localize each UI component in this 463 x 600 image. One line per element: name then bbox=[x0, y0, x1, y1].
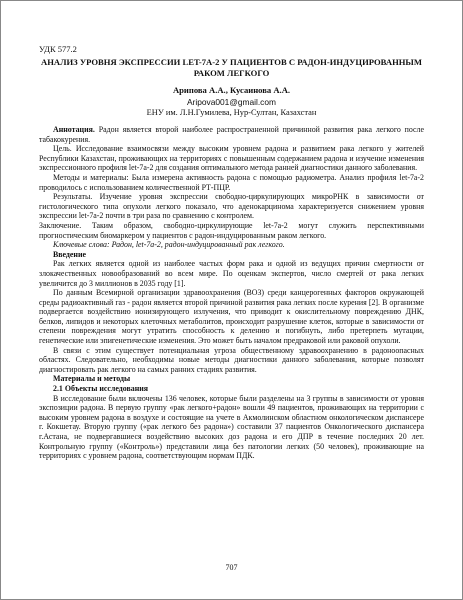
abstract-paragraph bbox=[39, 125, 424, 144]
methods-paragraph-1: В исследование были включены 136 человек, которые были разделены на 3 группы в зависимости от уровня экспозиции радона. В первую группу «рак легкого+радон» вошли 49 пациентов, проживающих на территории с высоким уровнем радона в воздухе и состоящие на учете в Акмолинском областном онкологическом диспансере г. Кокшетау. Вторую группу («рак легкого без радона») составили 37 пациентов Онкологического диспансера г.Астана, не подвергавшиеся воздействию высоких доз радона и его ДПР в течение последних 20 лет. Контрольную группу («Контроль») представили лица без патологии легких (50 человек), проживающие на территориях с уровнем радона, соответствующим нормам ПДК. bbox=[39, 393, 424, 461]
author-email[interactable]: Aripova001@gmail.com bbox=[186, 97, 277, 107]
page-number: 707 bbox=[225, 563, 238, 572]
affiliation: ЕНУ им. Л.Н.Гумилева, Нур-Султан, Казахстан bbox=[146, 108, 317, 117]
intro-paragraph-2: По данным Всемирной организации здравоохранения (ВОЗ) среди канцерогенных факторов окружающей среды радиоактивный газ - радон является второй причиной развития рака легких после курения [2]. В организме подвергается воздействию ионизирующего излучения, что приводит к окислительному повреждению ДНК, белков, липидов и некоторых клеточных метаболитов, происходит разрушение клеток, которые в зависимости от степени повреждения могут утратить способность к делению и погибнуть, либо претерпеть мутации, генетические или эпигенетические изменения. Это может быть началом предраковой или раковой опухоли. bbox=[39, 288, 424, 346]
methods-subheading: 2.1 Объекты исследования bbox=[53, 384, 149, 394]
abstract-results: Результаты. Изучение уровня экспрессии свободно-циркулирующих микроРНК в зависимости от гистологического типа опухоли легкого показало, что аденокарцинома характеризуется снижением уровня экспрессии let-7a-2 почти в три раза по сравнению с контролем. bbox=[39, 192, 424, 221]
paper-body bbox=[39, 125, 424, 461]
abstract-methods: Методы и материалы: Была измерена активность радона с помощью радиометра. Анализ профиля let-7a-2 проводилось с использованием количественной РТ-ПЦР. bbox=[39, 172, 424, 192]
intro-paragraph-3: В связи с этим существует потенциальная угроза общественному здравоохранению в радоноопасных областях. Следовательно, необходимы новые методы диагностики данного заболевания, которые позволят диагностировать рак легкого на самых ранних стадиях развития. bbox=[39, 345, 424, 374]
paper-title: АНАЛИЗ УРОВНЯ ЭКСПРЕССИИ LET-7A-2 У ПАЦИЕНТОВ С РАДОН-ИНДУЦИРОВАННЫМ РАКОМ ЛЕГКОГО bbox=[41, 57, 422, 78]
keywords-label: Ключевые слова: bbox=[53, 240, 110, 250]
keywords-text: Радон, let-7a-2, радон-индуцированный рак легкого. bbox=[111, 240, 285, 250]
udk-code: УДК 577.2 bbox=[39, 44, 77, 54]
intro-heading: Введение bbox=[53, 249, 87, 259]
methods-heading: Материалы и методы bbox=[53, 374, 131, 384]
intro-paragraph-1: Рак легких является одной из наиболее частых форм рака и одной из ведущих причин смертности от злокачественных новообразований во всем мире. По оценкам экспертов, число смертей от рака легких увеличится до 3 миллионов в 2035 году [1]. bbox=[39, 259, 424, 288]
abstract-aim: Цель. Исследование взаимосвязи между высоким уровнем радона и развитием рака легкого у жителей Республики Казахстан, проживающих на территориях с повышенным содержанием радона и изучение изменения экспрессионного профиля let-7a-2 для создания оптимального метода ранней диагностики данного заболевания. bbox=[39, 144, 424, 173]
abstract-text: Радон является второй наиболее распространенной причинной развития рака легкого после табакокурения. bbox=[39, 125, 424, 144]
abstract-conclusion: Заключение. Таким образом, свободно-циркулирующие let-7a-2 могут служить перспективными прогностическим биомаркером у пациентов с радон-индуцированным раком легкого. bbox=[39, 220, 424, 240]
authors: Арипова А.А., Кусаинова А.А. bbox=[172, 85, 291, 95]
keywords bbox=[39, 240, 424, 250]
abstract-label: Аннотация. bbox=[53, 125, 95, 134]
